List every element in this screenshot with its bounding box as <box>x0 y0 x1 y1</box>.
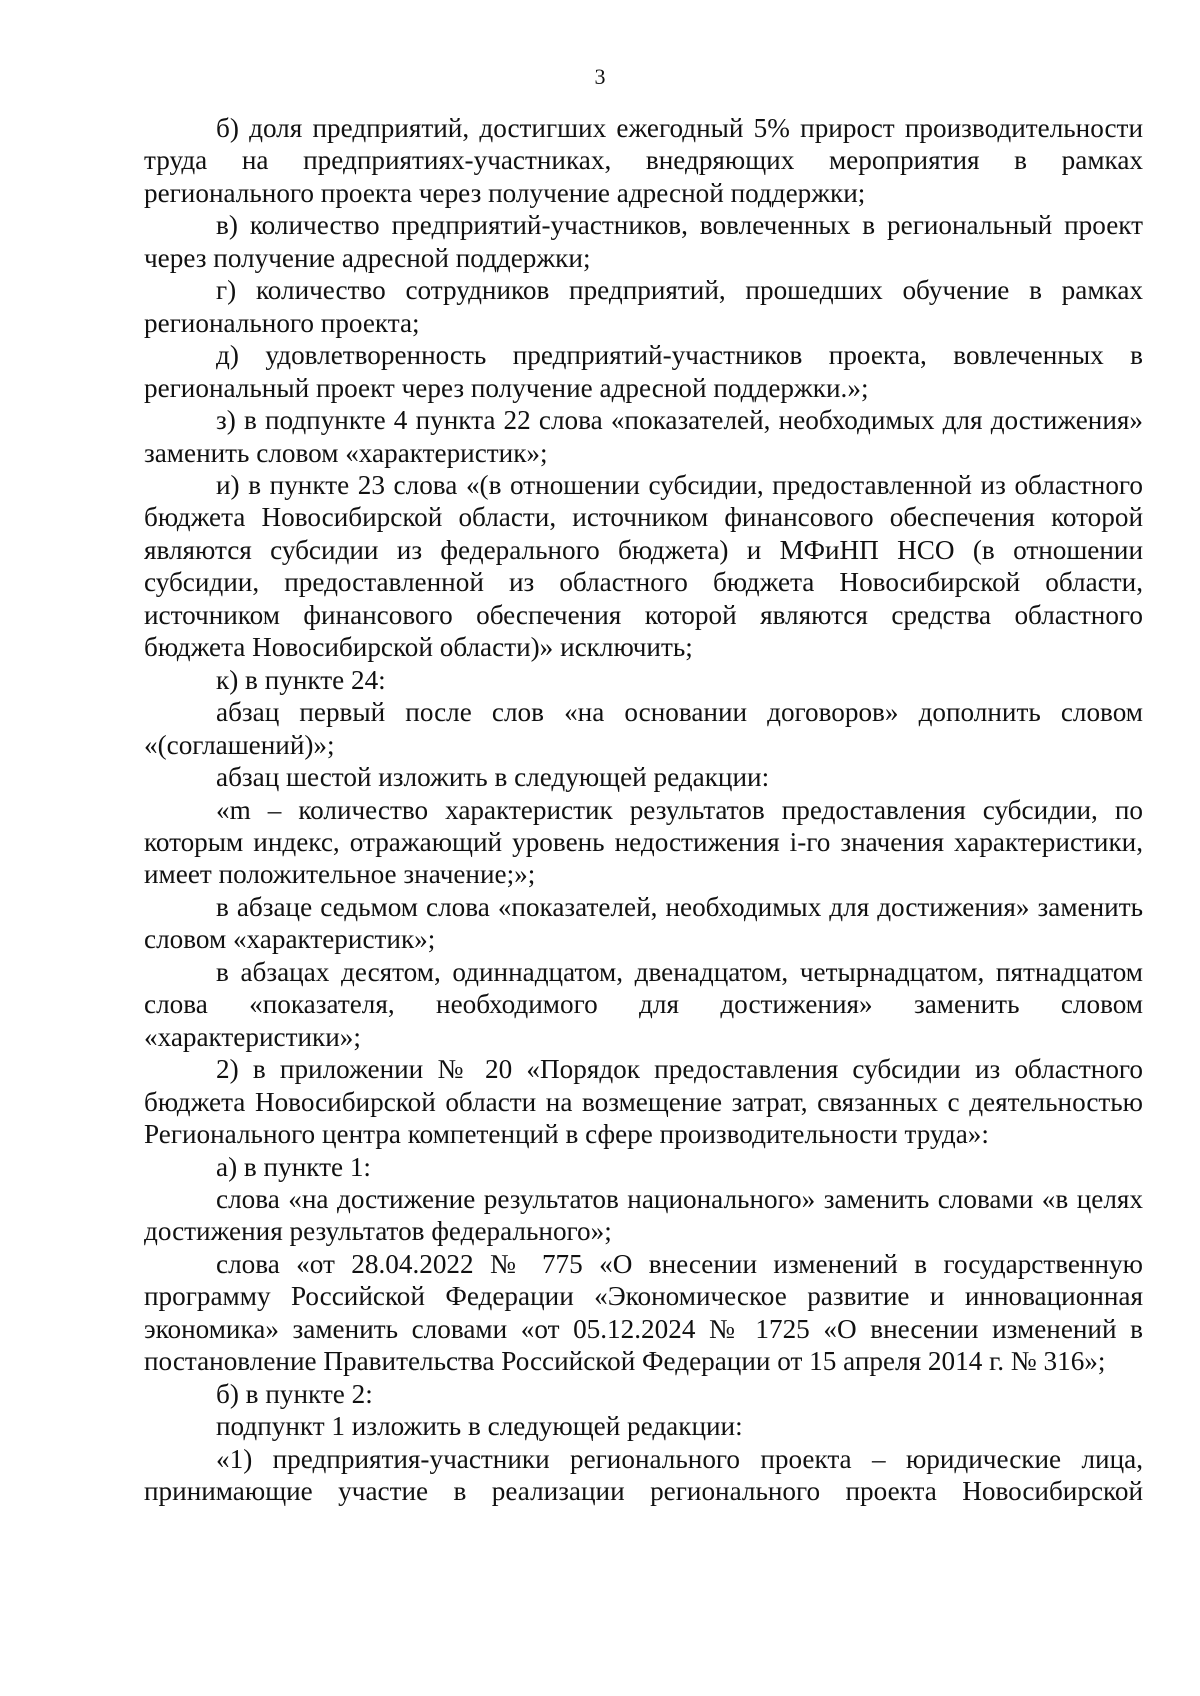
paragraph-words-decree: слова «от 28.04.2022 № 775 «О внесении изменений в государственную программу Российской Федерации «Экономическое развитие и инновационная экономика» заменить словами «от 05.12.2024 № 1725 «О внесении изменений в постановление Правительства Российской Федерации от 15 апреля 2014 г. № 316»; <box>144 1248 1143 1377</box>
paragraph-abzac-first: абзац первый после слов «на основании договоров» дополнить словом «(соглашений)»; <box>144 697 1143 760</box>
paragraph-d-satisfaction: д) удовлетворенность предприятий-участников проекта, вовлеченных в региональный проект через получение адресной поддержки.»; <box>144 340 1143 403</box>
paragraph-i-item-23: и) в пункте 23 слова «(в отношении субсидии, предоставленной из областного бюджета Новосибирской области, источником финансового обеспечения которой являются субсидии из федерального бюджета) и МФиНП НСО (в отношении субсидии, предоставленной из областного бюджета Новосибирской области, источником финансового обеспечения которой являются средства областного бюджета Новосибирской области)» исключить; <box>144 469 1143 663</box>
paragraph-g-employees: г) количество сотрудников предприятий, прошедших обучение в рамках регионального проекта; <box>144 275 1143 338</box>
document-body <box>144 112 1143 1507</box>
paragraph-words-national: слова «на достижение результатов национального» заменить словами «в целях достижения результатов федерального»; <box>144 1183 1143 1247</box>
paragraph-abzac-seventh: в абзаце седьмом слова «показателей, необходимых для достижения» заменить словом «характеристик»; <box>144 891 1143 955</box>
page-number: 3 <box>594 64 606 89</box>
paragraph-v-count: в) количество предприятий-участников, вовлеченных в региональный проект через получение адресной поддержки; <box>144 210 1143 273</box>
paragraph-abzac-sixth: абзац шестой изложить в следующей редакции: <box>216 762 770 793</box>
paragraph-subitem-1: подпункт 1 изложить в следующей редакции: <box>216 1411 743 1442</box>
paragraph-appendix-20: 2) в приложении № 20 «Порядок предоставления субсидии из областного бюджета Новосибирской области на возмещение затрат, связанных с деятельностью Регионального центра компетенций в сфере производительности труда»: <box>144 1054 1143 1150</box>
paragraph-abzacs-tenth: в абзацах десятом, одиннадцатом, двенадцатом, четырнадцатом, пятнадцатом слова «показателя, необходимого для достижения» заменить словом «характеристики»; <box>144 956 1143 1052</box>
paragraph-k-item-24: к) в пункте 24: <box>216 664 386 695</box>
paragraph-participants: «1) предприятия-участники регионального проекта – юридические лица, принимающие участие в реализации регионального проекта Новосибирской <box>144 1443 1143 1507</box>
paragraph-m-definition: «m – количество характеристик результатов предоставления субсидии, по которым индекс, отражающий уровень недостижения i-го значения характеристики, имеет положительное значение;»; <box>144 794 1143 890</box>
paragraph-z-subitem-4: з) в подпункте 4 пункта 22 слова «показателей, необходимых для достижения» заменить словом «характеристик»; <box>144 405 1143 468</box>
paragraph-b-share: б) доля предприятий, достигших ежегодный 5% прирост производительности труда на предприятиях-участниках, внедряющих мероприятия в рамках регионального проекта через получение адресной поддержки; <box>144 113 1143 208</box>
paragraph-b-item-2: б) в пункте 2: <box>216 1378 373 1409</box>
paragraph-a-item-1: а) в пункте 1: <box>216 1151 371 1182</box>
